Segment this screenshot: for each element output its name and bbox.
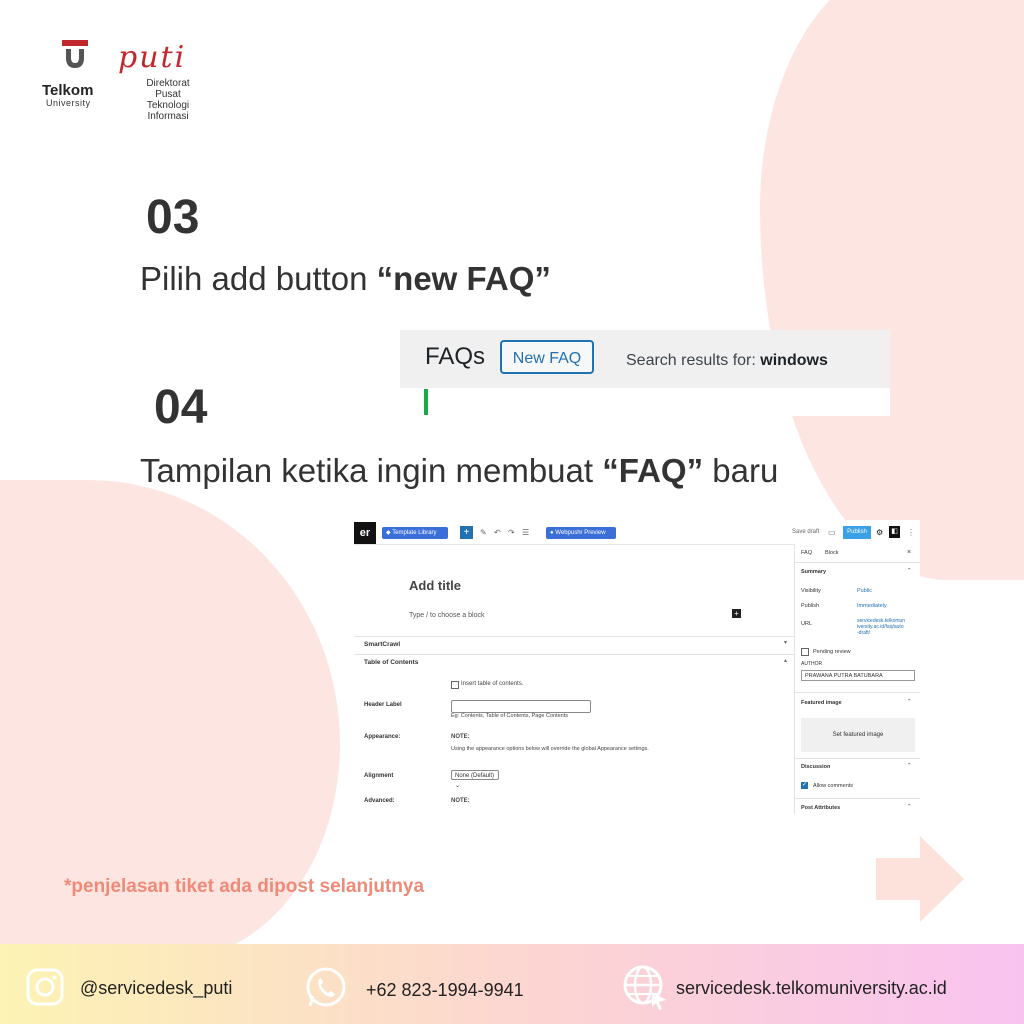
author-select[interactable]: PRAWANA PUTRA BATUBARA (801, 670, 915, 681)
faq-editor-screenshot (354, 520, 920, 814)
toc-insert-checkbox[interactable] (451, 681, 459, 689)
add-block-icon[interactable]: + (460, 526, 473, 539)
alignment-select[interactable]: None (Default) ⌄ (451, 770, 499, 780)
template-library-button[interactable]: ◆ Template Library (382, 527, 448, 539)
instagram-icon (26, 968, 64, 1006)
faq-row-indicator (424, 389, 428, 415)
next-arrow-icon[interactable] (876, 836, 966, 922)
publish-label: Publish (801, 603, 820, 609)
undo-icon[interactable]: ↶ (494, 528, 501, 537)
sidebar-toggle-icon[interactable]: ◧ (889, 526, 900, 538)
toc-panel-title[interactable]: Table of Contents (364, 659, 419, 666)
step-4-text: Tampilan ketika ingin membuat “FAQ” baru (140, 452, 779, 489)
post-title-placeholder[interactable]: Add title (409, 578, 461, 593)
globe-icon (622, 964, 668, 1010)
divider (795, 798, 920, 799)
post-attributes-panel[interactable]: Post Attributes (801, 805, 841, 811)
redo-icon[interactable]: ↷ (508, 528, 515, 537)
editor-toolbar (354, 520, 920, 545)
new-faq-button[interactable]: New FAQ (500, 340, 594, 374)
tab-faq[interactable]: FAQ (801, 550, 813, 556)
summary-panel[interactable]: Summary (801, 569, 827, 575)
editor-logo: er (354, 522, 376, 544)
url-label: URL (801, 621, 813, 627)
divider (795, 692, 920, 693)
set-featured-image-button[interactable]: Set featured image (801, 718, 915, 752)
publish-value[interactable]: Immediately (857, 603, 887, 609)
allow-comments-label: Allow comments (813, 783, 854, 789)
chevron-up-icon[interactable]: ⌃ (907, 763, 912, 769)
contact-footer (0, 944, 1024, 1024)
close-icon[interactable]: × (907, 549, 912, 556)
faq-list-area (400, 388, 890, 416)
appearance-note: Using the appearance options below will override the global Appearance settings. (451, 746, 649, 752)
url-value[interactable]: servicedesk.telkomun iversity.ac.id/faq/auto -draft/ (857, 618, 906, 636)
footnote: *penjelasan tiket ada dipost selanjutnya (64, 876, 425, 897)
publish-button[interactable]: Publish (843, 526, 871, 539)
advanced-note-label: NOTE: (451, 798, 470, 804)
step-3-number: 03 (146, 191, 200, 244)
discussion-panel[interactable]: Discussion (801, 764, 831, 770)
website-url[interactable]: servicedesk.telkomuniversity.ac.id (676, 978, 947, 998)
puti-subtitle: Direktorat Pusat Teknologi Informasi (146, 78, 190, 122)
header-label-input[interactable] (451, 700, 591, 713)
divider (795, 562, 920, 563)
header-label-hint: Eg: Contents, Table of Contents, Page Contents (451, 713, 569, 719)
appearance-label: Appearance: (364, 734, 401, 740)
allow-comments-checkbox[interactable]: ✓ (801, 782, 808, 788)
divider (795, 758, 920, 759)
visibility-label: Visibility (801, 588, 821, 594)
chevron-up-icon[interactable]: ⌃ (907, 568, 912, 574)
toc-insert-label: Insert table of contents. (461, 681, 524, 687)
divider (354, 636, 794, 637)
add-block-inline-icon[interactable]: + (732, 609, 741, 618)
divider (354, 654, 794, 655)
smartcrawl-panel[interactable]: SmartCrawl (364, 641, 401, 648)
step-4-number: 04 (154, 381, 208, 434)
pending-review-label: Pending review (813, 649, 851, 655)
pending-review-checkbox[interactable] (801, 648, 809, 656)
editor-sidebar (794, 544, 920, 814)
puti-logo (118, 40, 218, 120)
author-label: AUTHOR (801, 661, 823, 667)
featured-image-panel[interactable]: Featured image (801, 700, 842, 706)
phone-number[interactable]: +62 823-1994-9941 (366, 980, 524, 1000)
save-draft-link[interactable]: Save draft (792, 529, 820, 535)
decor-blob-top-right (760, 0, 1024, 580)
preview-icon[interactable]: ▭ (828, 528, 836, 537)
appearance-note-label: NOTE: (451, 734, 470, 740)
telkom-sub: University (46, 98, 91, 108)
chevron-up-icon[interactable]: ⌃ (907, 804, 912, 810)
more-options-icon[interactable]: ⋮ (907, 528, 915, 537)
step-3-text: Pilih add button “new FAQ” (140, 260, 551, 297)
instagram-handle[interactable]: @servicedesk_puti (80, 978, 233, 998)
telkom-university-logo (42, 40, 106, 112)
chevron-up-icon[interactable]: ▴ (784, 658, 788, 664)
list-view-icon[interactable]: ☰ (522, 528, 530, 537)
chevron-down-icon[interactable]: ▾ (784, 640, 788, 646)
faq-page-title: FAQs (425, 343, 486, 370)
pen-icon[interactable]: ✎ (480, 528, 487, 537)
tab-block[interactable]: Block (825, 550, 839, 556)
alignment-label: Alignment (364, 773, 394, 779)
advanced-label: Advanced: (364, 798, 395, 804)
header-label-label: Header Label (364, 702, 402, 708)
chevron-up-icon[interactable]: ⌃ (907, 699, 912, 705)
block-hint[interactable]: Type / to choose a block (409, 612, 485, 619)
telkom-name: Telkom (42, 82, 94, 99)
visibility-value[interactable]: Public (857, 588, 872, 594)
webpushr-preview-button[interactable]: ● Webpushr Preview (546, 527, 616, 539)
whatsapp-icon (304, 966, 348, 1010)
settings-gear-icon[interactable]: ⚙ (876, 528, 884, 537)
faq-search-results: Search results for: windows (626, 352, 828, 369)
telkom-mark-icon (60, 40, 90, 70)
puti-wordmark: puti (118, 40, 187, 75)
